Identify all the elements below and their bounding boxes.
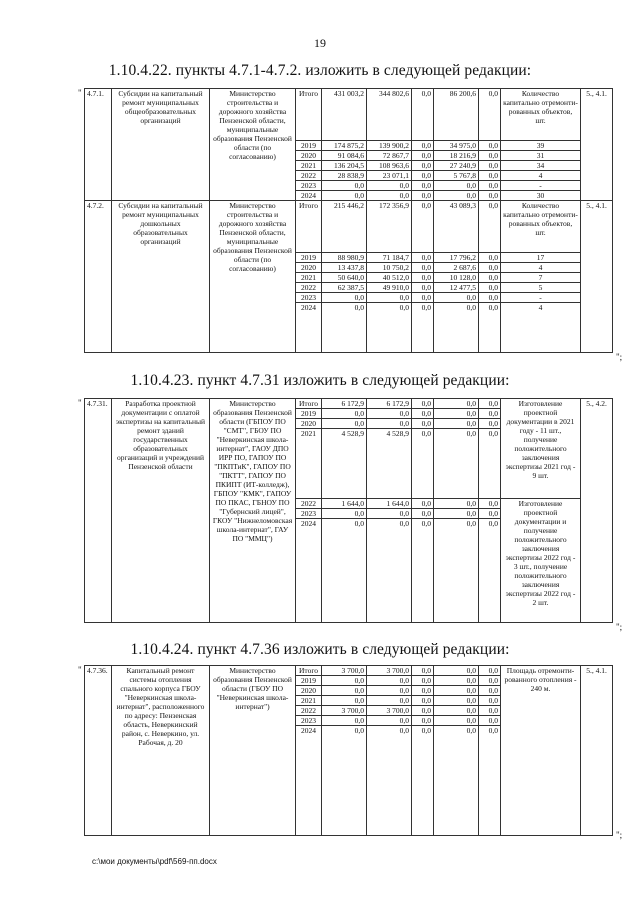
- year-cell: 2024: [296, 519, 322, 623]
- municipal-budget-amount: 0,0: [434, 191, 479, 201]
- federal-budget-amount: 0,0: [367, 303, 412, 353]
- total-amount: 0,0: [322, 181, 367, 191]
- budget-amount: 0,0: [412, 151, 434, 161]
- budget-amount: 0,0: [412, 181, 434, 191]
- budget-amount: 0,0: [412, 519, 434, 623]
- budget-amount: 0,0: [479, 509, 501, 519]
- budget-amount: 0,0: [412, 676, 434, 686]
- year-cell: Итого: [296, 666, 322, 676]
- budget-amount: 0,0: [412, 191, 434, 201]
- federal-budget-amount: 40 512,0: [367, 273, 412, 283]
- municipal-budget-amount: 0,0: [434, 303, 479, 353]
- table-row: [85, 201, 613, 253]
- federal-budget-amount: 0,0: [367, 293, 412, 303]
- federal-budget-amount: 10 750,2: [367, 263, 412, 273]
- budget-amount: 0,0: [412, 666, 434, 676]
- total-amount: 0,0: [322, 293, 367, 303]
- budget-amount: 0,0: [412, 283, 434, 293]
- budget-amount: 0,0: [412, 686, 434, 696]
- year-cell: 2019: [296, 676, 322, 686]
- section-heading: 1.10.4.24. пункт 4.7.36 изложить в следующей редакции:: [130, 641, 510, 658]
- total-amount: 13 437,8: [322, 263, 367, 273]
- budget-amount: 0,0: [479, 399, 501, 409]
- year-cell: 2022: [296, 283, 322, 293]
- year-cell: 2021: [296, 429, 322, 499]
- total-amount: 0,0: [322, 419, 367, 429]
- municipal-budget-amount: 0,0: [434, 519, 479, 623]
- budget-amount: 0,0: [479, 409, 501, 419]
- municipal-budget-amount: 18 216,9: [434, 151, 479, 161]
- budget-amount: 0,0: [412, 696, 434, 706]
- total-amount: 215 446,2: [322, 201, 367, 253]
- year-cell: 2024: [296, 726, 322, 836]
- year-cell: 2023: [296, 293, 322, 303]
- item-number: 4.7.31.: [85, 399, 112, 623]
- total-amount: 0,0: [322, 726, 367, 836]
- total-amount: 6 172,9: [322, 399, 367, 409]
- year-cell: 2024: [296, 191, 322, 201]
- budget-amount: 0,0: [479, 676, 501, 686]
- federal-budget-amount: 3 700,0: [367, 666, 412, 676]
- total-amount: 62 387,5: [322, 283, 367, 293]
- budget-amount: 0,0: [412, 201, 434, 253]
- budget-amount: 0,0: [412, 419, 434, 429]
- year-cell: 2022: [296, 499, 322, 509]
- indicator-cell: Количество капитально отремонти-рованных объектов, шт.: [501, 89, 581, 141]
- indicator-cell: 4: [501, 171, 581, 181]
- municipal-budget-amount: 5 767,8: [434, 171, 479, 181]
- total-amount: 0,0: [322, 716, 367, 726]
- total-amount: 88 980,9: [322, 253, 367, 263]
- year-cell: 2020: [296, 686, 322, 696]
- budget-amount: 0,0: [479, 141, 501, 151]
- indicator-cell: 34: [501, 161, 581, 171]
- year-cell: 2021: [296, 161, 322, 171]
- total-amount: 0,0: [322, 191, 367, 201]
- budget-amount: 0,0: [412, 509, 434, 519]
- open-quote: ": [78, 665, 82, 675]
- year-cell: 2020: [296, 263, 322, 273]
- budget-amount: 0,0: [479, 89, 501, 141]
- federal-budget-amount: 71 184,7: [367, 253, 412, 263]
- budget-amount: 0,0: [412, 429, 434, 499]
- federal-budget-amount: 0,0: [367, 409, 412, 419]
- municipal-budget-amount: 0,0: [434, 716, 479, 726]
- year-cell: 2023: [296, 509, 322, 519]
- budget-amount: 0,0: [412, 141, 434, 151]
- total-amount: 0,0: [322, 519, 367, 623]
- indicator-cell: 30: [501, 191, 581, 201]
- total-amount: 4 528,9: [322, 429, 367, 499]
- federal-budget-amount: 3 700,0: [367, 706, 412, 716]
- municipal-budget-amount: 12 477,5: [434, 283, 479, 293]
- total-amount: 50 640,0: [322, 273, 367, 283]
- year-cell: 2024: [296, 303, 322, 353]
- total-amount: 0,0: [322, 509, 367, 519]
- table-row: [85, 399, 613, 409]
- federal-budget-amount: 0,0: [367, 716, 412, 726]
- municipal-budget-amount: 0,0: [434, 676, 479, 686]
- municipal-budget-amount: 0,0: [434, 293, 479, 303]
- year-cell: 2022: [296, 706, 322, 716]
- result-link: 5., 4.2.: [581, 399, 613, 623]
- year-cell: 2023: [296, 716, 322, 726]
- budget-amount: 0,0: [479, 429, 501, 499]
- federal-budget-amount: 49 910,0: [367, 283, 412, 293]
- budget-amount: 0,0: [412, 716, 434, 726]
- year-cell: 2020: [296, 419, 322, 429]
- indicator-cell: Площадь отремонти-рованного отопления - 240 м.: [501, 666, 581, 836]
- budget-amount: 0,0: [479, 253, 501, 263]
- section-heading: 1.10.4.22. пункты 4.7.1-4.7.2. изложить в следующей редакции:: [108, 62, 532, 79]
- budget-amount: 0,0: [412, 303, 434, 353]
- municipal-budget-amount: 0,0: [434, 499, 479, 509]
- total-amount: 28 838,9: [322, 171, 367, 181]
- indicator-cell: 4: [501, 263, 581, 273]
- indicator-cell: Количество капитально отремонти-рованных объектов, шт.: [501, 201, 581, 253]
- year-cell: Итого: [296, 201, 322, 253]
- federal-budget-amount: 0,0: [367, 181, 412, 191]
- footer-file-path: c:\мои документы\pdf\569-пп.docx: [92, 857, 217, 866]
- year-cell: 2019: [296, 253, 322, 263]
- budget-amount: 0,0: [412, 161, 434, 171]
- federal-budget-amount: 0,0: [367, 509, 412, 519]
- indicator-cell: 31: [501, 151, 581, 161]
- municipal-budget-amount: 0,0: [434, 399, 479, 409]
- item-name: Субсидии на капитальный ремонт муниципальных общеобразовательных организаций: [112, 89, 210, 201]
- federal-budget-amount: 108 963,6: [367, 161, 412, 171]
- federal-budget-amount: 0,0: [367, 686, 412, 696]
- municipal-budget-amount: 43 089,3: [434, 201, 479, 253]
- federal-budget-amount: 23 071,1: [367, 171, 412, 181]
- total-amount: 1 644,0: [322, 499, 367, 509]
- measures-table: [84, 88, 613, 353]
- municipal-budget-amount: 0,0: [434, 696, 479, 706]
- page-number: 19: [314, 36, 326, 50]
- total-amount: 0,0: [322, 409, 367, 419]
- federal-budget-amount: 4 528,9: [367, 429, 412, 499]
- municipal-budget-amount: 10 128,0: [434, 273, 479, 283]
- budget-amount: 0,0: [479, 303, 501, 353]
- result-link: 5., 4.1.: [581, 89, 613, 201]
- budget-amount: 0,0: [479, 191, 501, 201]
- total-amount: 0,0: [322, 676, 367, 686]
- total-amount: 174 875,2: [322, 141, 367, 151]
- budget-amount: 0,0: [479, 283, 501, 293]
- budget-amount: 0,0: [479, 519, 501, 623]
- budget-amount: 0,0: [479, 716, 501, 726]
- budget-amount: 0,0: [412, 273, 434, 283]
- budget-amount: 0,0: [479, 273, 501, 283]
- municipal-budget-amount: 34 975,0: [434, 141, 479, 151]
- budget-amount: 0,0: [479, 201, 501, 253]
- budget-amount: 0,0: [412, 399, 434, 409]
- indicator-cell: 7: [501, 273, 581, 283]
- municipal-budget-amount: 2 687,6: [434, 263, 479, 273]
- municipal-budget-amount: 27 240,9: [434, 161, 479, 171]
- close-quote: ";: [616, 622, 623, 632]
- municipal-budget-amount: 0,0: [434, 409, 479, 419]
- budget-amount: 0,0: [412, 706, 434, 716]
- federal-budget-amount: 0,0: [367, 419, 412, 429]
- municipal-budget-amount: 17 796,2: [434, 253, 479, 263]
- budget-amount: 0,0: [412, 409, 434, 419]
- budget-amount: 0,0: [479, 499, 501, 509]
- item-name: Субсидии на капитальный ремонт муниципальных дошкольных образовательных организаций: [112, 201, 210, 353]
- total-amount: 0,0: [322, 696, 367, 706]
- item-number: 4.7.36.: [85, 666, 112, 836]
- item-executor: Министерство строительства и дорожного хозяйства Пензенской области, муниципальные образования Пензенской области (по согласованию): [210, 201, 296, 353]
- municipal-budget-amount: 0,0: [434, 509, 479, 519]
- indicator-cell: Изготовление проектной документации в 2021 году - 11 шт., получение положительного заключения экспертизы 2021 год - 9 шт.: [501, 399, 581, 499]
- item-executor: Министерство образования Пензенской области (ГБПОУ ПО "СМТ", ГБОУ ПО "Неверкинская школа-интернат", ГАОУ ДПО ИРР ПО, ГАПОУ ПО "ПКПТиК", ГАПОУ ПО "ПКТТ", ГАПОУ ПО ПКИПТ (ИТ-колледж), ГБПОУ "КМК", ГАПОУ ПО ПКАС, ГБНОУ ПО "Губернский лицей", ГКОУ "Нижнеломовская школа-интернат", ГАУ ПО "ММЦ"): [210, 399, 296, 623]
- indicator-cell: 17: [501, 253, 581, 263]
- year-cell: 2022: [296, 171, 322, 181]
- total-amount: 0,0: [322, 686, 367, 696]
- item-name: Разработка проектной документации с оплатой экспертизы на капитальный ремонт зданий государственных образовательных организаций и учреждений Пензенской области: [112, 399, 210, 623]
- budget-amount: 0,0: [412, 89, 434, 141]
- total-amount: 3 700,0: [322, 706, 367, 716]
- year-cell: 2019: [296, 409, 322, 419]
- section-heading: 1.10.4.23. пункт 4.7.31 изложить в следующей редакции:: [130, 372, 510, 389]
- federal-budget-amount: 139 900,2: [367, 141, 412, 151]
- indicator-cell: -: [501, 293, 581, 303]
- municipal-budget-amount: 0,0: [434, 706, 479, 716]
- total-amount: 431 003,2: [322, 89, 367, 141]
- budget-amount: 0,0: [479, 293, 501, 303]
- year-cell: 2019: [296, 141, 322, 151]
- indicator-cell: -: [501, 181, 581, 191]
- item-number: 4.7.2.: [85, 201, 112, 353]
- budget-amount: 0,0: [479, 151, 501, 161]
- federal-budget-amount: 344 802,6: [367, 89, 412, 141]
- budget-amount: 0,0: [479, 181, 501, 191]
- budget-amount: 0,0: [479, 161, 501, 171]
- budget-amount: 0,0: [479, 419, 501, 429]
- total-amount: 91 084,6: [322, 151, 367, 161]
- federal-budget-amount: 172 356,9: [367, 201, 412, 253]
- item-name: Капитальный ремонт системы отопления спального корпуса ГБОУ "Неверкинская школа-интернат", расположенного по адресу: Пензенская область, Неверкинский район, с. Неверкино, ул. Рабочая, д. 20: [112, 666, 210, 836]
- budget-amount: 0,0: [412, 726, 434, 836]
- year-cell: 2020: [296, 151, 322, 161]
- federal-budget-amount: 72 867,7: [367, 151, 412, 161]
- budget-amount: 0,0: [479, 706, 501, 716]
- open-quote: ": [78, 88, 82, 98]
- year-cell: 2021: [296, 696, 322, 706]
- federal-budget-amount: 0,0: [367, 696, 412, 706]
- year-cell: 2023: [296, 181, 322, 191]
- budget-amount: 0,0: [479, 726, 501, 836]
- municipal-budget-amount: 0,0: [434, 419, 479, 429]
- result-link: 5., 4.1.: [581, 201, 613, 353]
- item-executor: Министерство образования Пензенской области (ГБОУ ПО "Неверкинская школа-интернат"): [210, 666, 296, 836]
- municipal-budget-amount: 0,0: [434, 181, 479, 191]
- budget-amount: 0,0: [479, 686, 501, 696]
- budget-amount: 0,0: [412, 263, 434, 273]
- total-amount: 136 204,5: [322, 161, 367, 171]
- municipal-budget-amount: 0,0: [434, 726, 479, 836]
- open-quote: ": [78, 398, 82, 408]
- close-quote: ";: [616, 352, 623, 362]
- budget-amount: 0,0: [412, 499, 434, 509]
- budget-amount: 0,0: [479, 171, 501, 181]
- municipal-budget-amount: 0,0: [434, 429, 479, 499]
- budget-amount: 0,0: [412, 253, 434, 263]
- year-cell: 2021: [296, 273, 322, 283]
- federal-budget-amount: 0,0: [367, 519, 412, 623]
- municipal-budget-amount: 0,0: [434, 686, 479, 696]
- result-link: 5., 4.1.: [581, 666, 613, 836]
- municipal-budget-amount: 0,0: [434, 666, 479, 676]
- measures-table: [84, 665, 613, 836]
- total-amount: 0,0: [322, 303, 367, 353]
- municipal-budget-amount: 86 200,6: [434, 89, 479, 141]
- budget-amount: 0,0: [412, 171, 434, 181]
- total-amount: 3 700,0: [322, 666, 367, 676]
- table-row: [85, 666, 613, 676]
- budget-amount: 0,0: [479, 666, 501, 676]
- federal-budget-amount: 0,0: [367, 726, 412, 836]
- item-executor: Министерство строительства и дорожного хозяйства Пензенской области, муниципальные образования Пензенской области (по согласованию): [210, 89, 296, 201]
- indicator-cell: Изготовление проектной документации и получение положительного заключения экспертизы 2022 год - 3 шт., получение положительного заключения экспертизы 2022 год - 2 шт.: [501, 499, 581, 623]
- federal-budget-amount: 0,0: [367, 191, 412, 201]
- budget-amount: 0,0: [479, 696, 501, 706]
- year-cell: Итого: [296, 399, 322, 409]
- item-number: 4.7.1.: [85, 89, 112, 201]
- indicator-cell: 39: [501, 141, 581, 151]
- indicator-cell: 5: [501, 283, 581, 293]
- measures-table: [84, 398, 613, 623]
- federal-budget-amount: 1 644,0: [367, 499, 412, 509]
- budget-amount: 0,0: [479, 263, 501, 273]
- close-quote: ";: [616, 830, 623, 840]
- indicator-cell: 4: [501, 303, 581, 353]
- budget-amount: 0,0: [412, 293, 434, 303]
- federal-budget-amount: 6 172,9: [367, 399, 412, 409]
- year-cell: Итого: [296, 89, 322, 141]
- federal-budget-amount: 0,0: [367, 676, 412, 686]
- table-row: [85, 89, 613, 141]
